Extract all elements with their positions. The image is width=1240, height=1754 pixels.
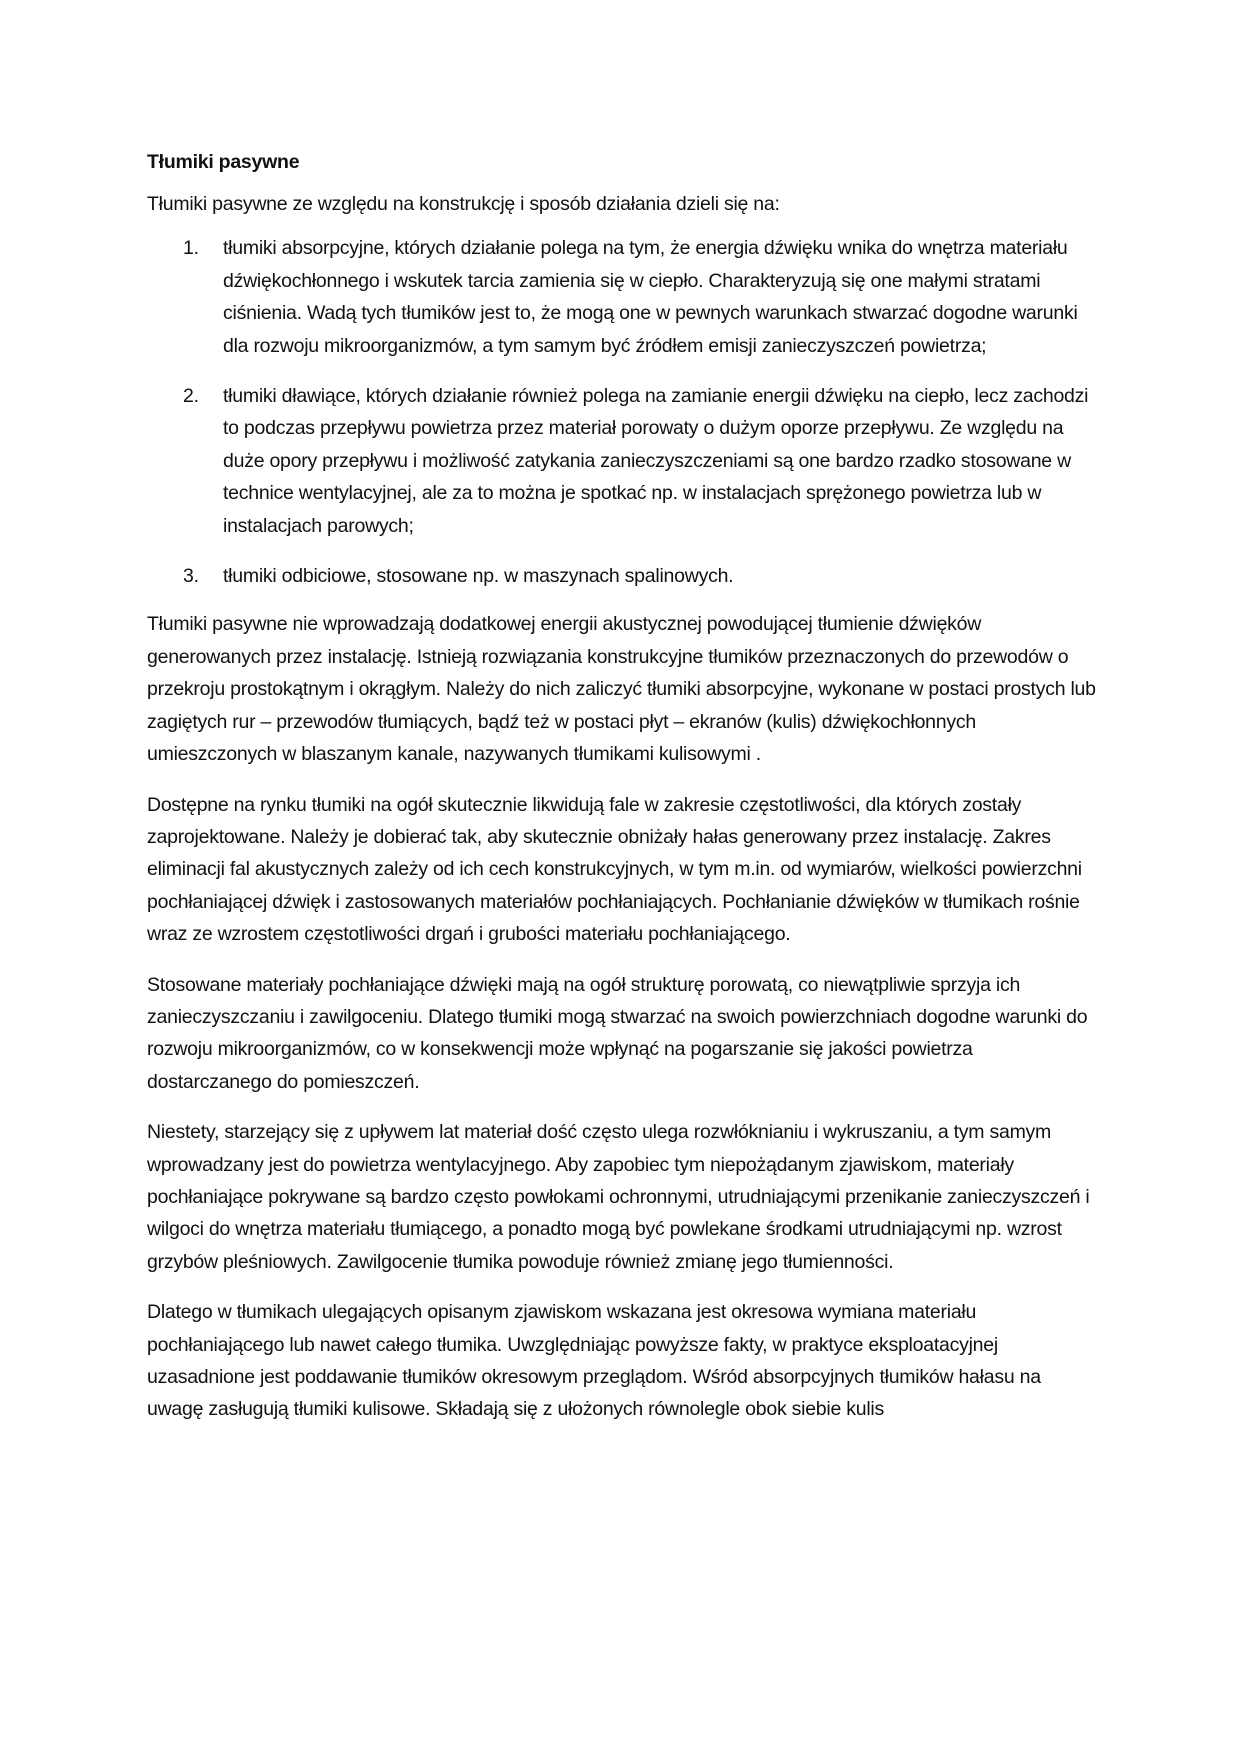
list-item-number: 1. (183, 237, 199, 260)
body-paragraph: Stosowane materiały pochłaniające dźwięki mają na ogół strukturę porowatą, co niewątpliwie sprzyja ich zanieczyszczaniu i zawilgoceniu. Dlatego tłumiki mogą stwarzać na swoich powierzchniach dogodne warunki do rozwoju mikroorganizmów, co w konsekwencji może wpłynąć na pogarszanie się jakości powietrza dostarczanego do pomieszczeń. (147, 973, 1088, 1093)
list-item-text: tłumiki odbiciowe, stosowane np. w maszynach spalinowych. (223, 565, 734, 588)
body-paragraph: Dostępne na rynku tłumiki na ogół skutecznie likwidują fale w zakresie częstotliwości, dla których zostały zaprojektowane. Należy je dobierać tak, aby skutecznie obniżały hałas generowany przez instalację. Zakres eliminacji fal akustycznych zależy od ich cech konstrukcyjnych, w tym m.in. od wymiarów, wielkości powierzchni pochłaniającej dźwięk i zastosowanych materiałów pochłaniających. Pochłanianie dźwięków w tłumikach rośnie wraz ze wzrostem częstotliwości drgań i grubości materiału pochłaniającego. (147, 793, 1082, 946)
document-title: Tłumiki pasywne (147, 151, 300, 173)
list-item-text: tłumiki absorpcyjne, których działanie polega na tym, że energia dźwięku wnika do wnętrza materiału dźwiękochłonnego i wskutek tarcia zamienia się w ciepło. Charakteryzują się one małymi stratami ciśnienia. Wadą tych tłumików jest to, że mogą one w pewnych warunkach stwarzać dogodne warunki dla rozwoju mikroorganizmów, a tym samym być źródłem emisji zanieczyszczeń powietrza; (223, 237, 1078, 357)
intro-paragraph: Tłumiki pasywne ze względu na konstrukcję i sposób działania dzieli się na: (147, 193, 780, 215)
list-item (147, 232, 1099, 362)
list-item (147, 560, 1099, 592)
list-item-number: 2. (183, 385, 199, 408)
numbered-list (147, 232, 1099, 592)
body-paragraph: Tłumiki pasywne nie wprowadzają dodatkowej energii akustycznej powodującej tłumienie dźwięków generowanych przez instalację. Istnieją rozwiązania konstrukcyjne tłumików przeznaczonych do przewodów o przekroju prostokątnym i okrągłym. Należy do nich zaliczyć tłumiki absorpcyjne, wykonane w postaci prostych lub zagiętych rur – przewodów tłumiących, bądź też w postaci płyt – ekranów (kulis) dźwiękochłonnych umieszczonych w blaszanym kanale, nazywanych tłumikami kulisowymi . (147, 613, 1096, 766)
list-item (147, 380, 1099, 542)
list-item-text: tłumiki dławiące, których działanie również polega na zamianie energii dźwięku na ciepło, lecz zachodzi to podczas przepływu powietrza przez materiał porowaty o dużym oporze przepływu. Ze względu na duże opory przepływu i możliwość zatykania zanieczyszczeniami są one bardzo rzadko stosowane w technice wentylacyjnej, ale za to można je spotkać np. w instalacjach sprężonego powietrza lub w instalacjach parowych; (223, 385, 1089, 537)
body-paragraph: Niestety, starzejący się z upływem lat materiał dość często ulega rozwłóknianiu i wykruszaniu, a tym samym wprowadzany jest do powietrza wentylacyjnego. Aby zapobiec tym niepożądanym zjawiskom, materiały pochłaniające pokrywane są bardzo często powłokami ochronnymi, utrudniającymi przenikanie zanieczyszczeń i wilgoci do wnętrza materiału tłumiącego, a ponadto mogą być powlekane środkami utrudniającymi np. wzrost grzybów pleśniowych. Zawilgocenie tłumika powoduje również zmianę jego tłumienności. (147, 1121, 1090, 1273)
document-page (147, 146, 1099, 1444)
body-paragraph: Dlatego w tłumikach ulegających opisanym zjawiskom wskazana jest okresowa wymiana materiału pochłaniającego lub nawet całego tłumika. Uwzględniając powyższe fakty, w praktyce eksploatacyjnej uzasadnione jest poddawanie tłumików okresowym przeglądom. Wśród absorpcyjnych tłumików hałasu na uwagę zasługują tłumiki kulisowe. Składają się z ułożonych równolegle obok siebie kulis (147, 1301, 1041, 1421)
list-item-number: 3. (183, 565, 199, 588)
